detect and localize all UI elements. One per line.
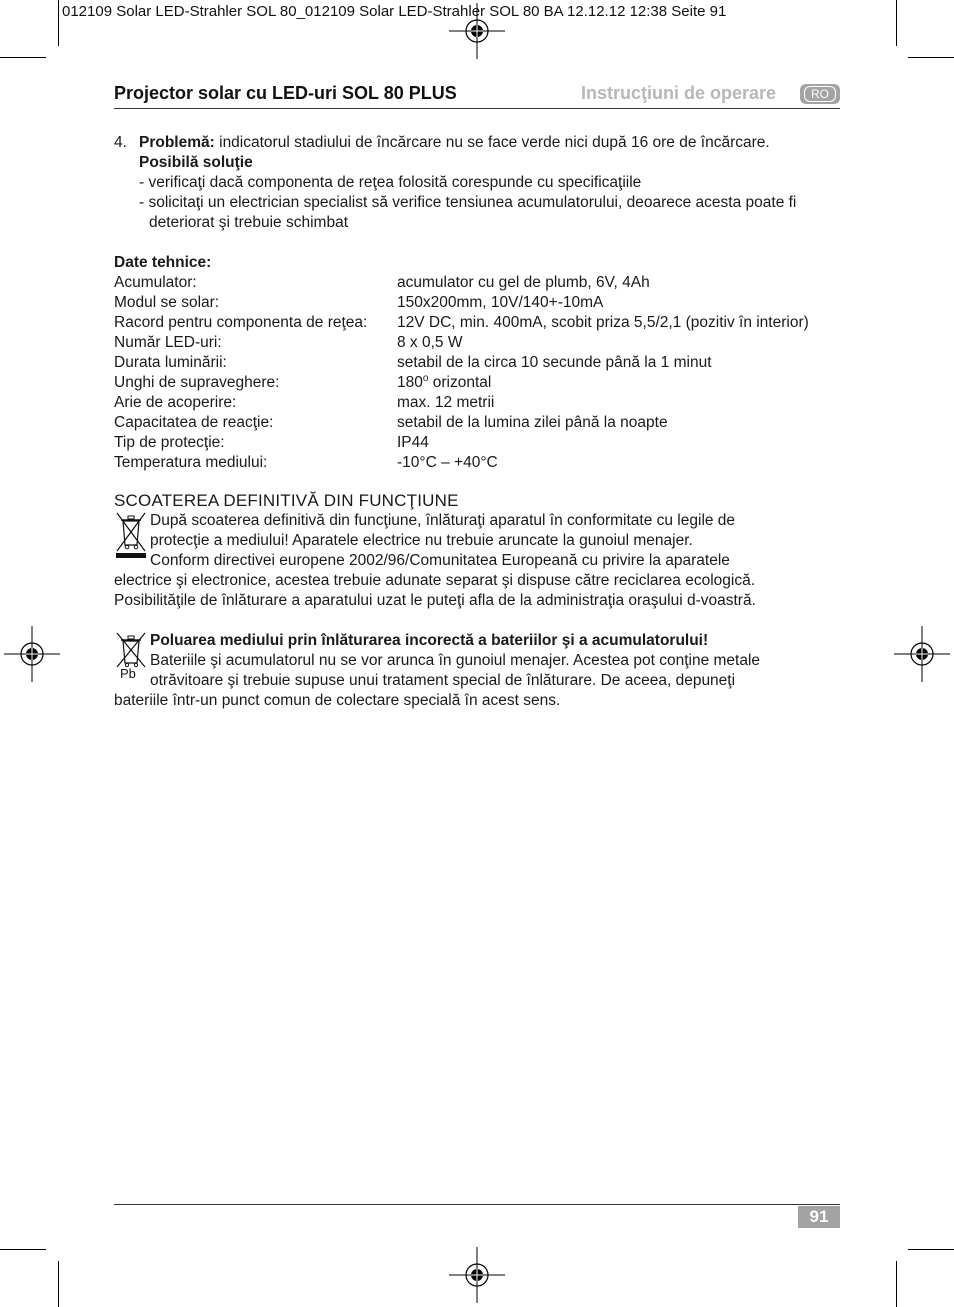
spec-value: 12V DC, min. 400mA, scobit priza 5,5/2,1 (pozitiv în interior) (397, 314, 809, 331)
battery-section (114, 631, 840, 711)
spec-value: IP44 (397, 434, 429, 451)
item-number: 4. (114, 134, 127, 151)
spec-row (114, 293, 840, 313)
spec-row (114, 373, 840, 393)
battery-disposal-icon (114, 631, 148, 679)
technical-specs (114, 253, 840, 473)
spec-row (114, 393, 840, 413)
problem-text: indicatorul stadiului de încărcare nu se face verde nici după 16 ore de încărcare. (214, 134, 770, 151)
problem-line (139, 133, 840, 153)
battery-line: Bateriile şi acumulatorul nu se vor arunca în gunoiul menajer. Acestea pot conţine metale (150, 652, 761, 669)
spec-value: setabil de la lumina zilei până la noapte (397, 414, 668, 431)
solution-label: Posibilă soluţie (139, 154, 253, 171)
disposal-line: protecţie a mediului! Aparatele electrice nu trebuie aruncate la gunoiul menajer. (150, 532, 693, 549)
section-title: Instrucţiuni de operare (580, 83, 776, 103)
spec-key: Tip de protecţie: (114, 434, 225, 451)
solution-bullet: - solicitaţi un electrician specialist să verifice tensiunea acumulatorului, deoarece acesta poate fi deteriorat şi trebuie schimbat (139, 194, 797, 231)
disposal-line: electrice şi electronice, acestea trebuie adunate separat şi dispuse către reciclarea ecologică. (114, 572, 756, 589)
spec-value: -10°C – +40°C (397, 454, 498, 471)
spec-row (114, 353, 840, 373)
spec-value: setabil de la circa 10 secunde până la 1 minut (397, 354, 712, 371)
registration-mark-icon (449, 3, 505, 59)
registration-mark-icon (449, 1247, 505, 1303)
spec-value (397, 373, 840, 393)
disposal-line: Posibilităţile de înlăturare a aparatului uzat le puteţi afla de la administraţia oraşului d-voastră. (114, 592, 756, 609)
spec-key: Durata luminării: (114, 354, 227, 371)
spec-key: Număr LED-uri: (114, 334, 222, 351)
specs-title: Date tehnice: (114, 254, 212, 271)
spec-row (114, 453, 840, 473)
registration-mark-icon (894, 626, 950, 682)
battery-line: otrăvitoare şi trebuie supuse unui tratament special de înlăturare. De aceea, depuneţi (150, 672, 736, 689)
disposal-line: Conform directivei europene 2002/96/Comunitatea Europeană cu privire la aparatele (150, 552, 730, 569)
page-header (114, 82, 840, 109)
crop-mark (58, 0, 59, 46)
spec-key: Arie de acoperire: (114, 394, 237, 411)
crop-mark (908, 1249, 954, 1250)
battery-line: bateriile într-un punct comun de colectare specială în acest sens. (114, 692, 561, 709)
spec-key: Capacitatea de reacţie: (114, 414, 274, 431)
crop-mark (58, 1261, 59, 1307)
spec-key: Acumulator: (114, 274, 197, 291)
crop-mark (896, 1261, 897, 1307)
footer-divider (114, 1204, 840, 1205)
registration-mark-icon (4, 626, 60, 682)
language-code: RO (804, 86, 836, 102)
crop-mark (908, 57, 954, 58)
document-title: Projector solar cu LED-uri SOL 80 PLUS (114, 83, 457, 103)
disposal-line: După scoaterea definitivă din funcţiune, înlăturaţi aparatul în conformitate cu legile de (150, 512, 736, 529)
spec-row (114, 273, 840, 293)
spec-value: 8 x 0,5 W (397, 334, 463, 351)
lead-symbol-label: Pb (120, 666, 136, 679)
solution-bullet: - verificaţi dacă componenta de reţea folosită corespunde cu specificaţiile (139, 174, 642, 191)
spec-key: Racord pentru componenta de reţea: (114, 314, 368, 331)
spec-key: Modul se solar: (114, 294, 220, 311)
disposal-heading: SCOATEREA DEFINITIVĂ DIN FUNCŢIUNE (114, 491, 459, 510)
crop-mark (896, 0, 897, 46)
spec-value: 150x200mm, 10V/140+-10mA (397, 294, 604, 311)
printer-slug: 012109 Solar LED-Strahler SOL 80_012109 Solar LED-Strahler SOL 80 BA 12.12.12 12:38 Seite 91 (62, 3, 727, 20)
crop-mark (0, 57, 46, 58)
problem-label: Problemă: (139, 134, 215, 151)
language-badge (800, 84, 840, 104)
disposal-section (114, 511, 840, 611)
spec-value-number: 180 (397, 374, 423, 391)
troubleshooting-item (114, 133, 840, 233)
page-content (114, 133, 840, 711)
crossed-out-bin-icon (114, 511, 148, 559)
spec-value-unit: orizontal (428, 374, 492, 391)
crop-mark (0, 1249, 46, 1250)
spec-value: max. 12 metrii (397, 394, 495, 411)
spec-row (114, 333, 840, 353)
page-number: 91 (798, 1206, 840, 1228)
spec-key: Unghi de supraveghere: (114, 374, 280, 391)
spec-key: Temperatura mediului: (114, 454, 268, 471)
spec-row (114, 413, 840, 433)
spec-row (114, 313, 840, 333)
spec-row (114, 433, 840, 453)
degree-superscript: o (422, 372, 429, 384)
spec-value: acumulator cu gel de plumb, 6V, 4Ah (397, 274, 650, 291)
battery-heading: Poluarea mediului prin înlăturarea incorectă a bateriilor şi a acumulatorului! (150, 632, 709, 649)
